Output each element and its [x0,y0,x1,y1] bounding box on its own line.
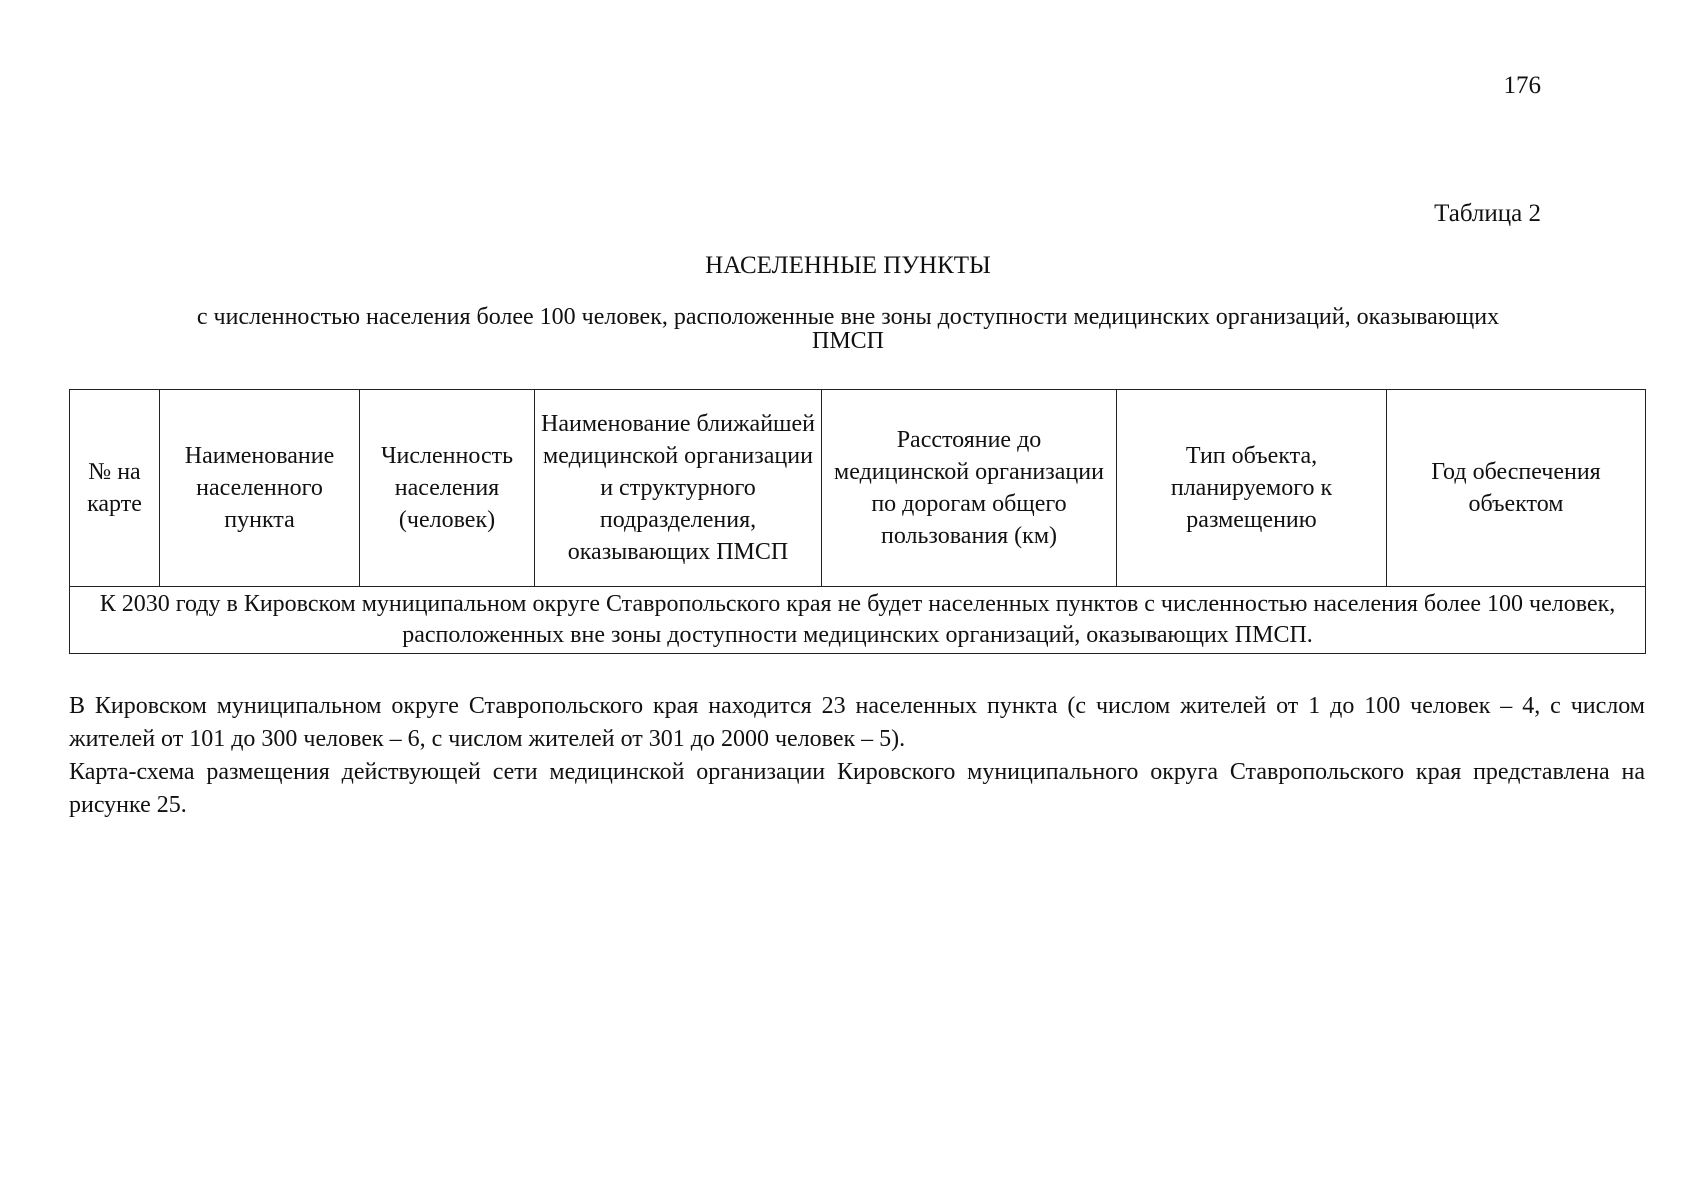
merged-note-cell: К 2030 году в Кировском муниципальном округе Ставропольского края не будет населенных пунктов с численностью населения более 100 человек, расположенных вне зоны доступности медицинских организаций, оказывающих ПМСП. [70,587,1646,654]
column-header-settlement-name: Наименование населенного пункта [160,390,360,587]
table-row [70,587,1646,654]
table-header-row [70,390,1646,587]
column-header-distance: Расстояние до медицинской организации по дорогам общего пользования (км) [822,390,1117,587]
column-header-population: Численность населения (человек) [360,390,535,587]
table-label: Таблица 2 [1434,200,1541,227]
table-title: НАСЕЛЕННЫЕ ПУНКТЫ [705,252,991,279]
paragraph: В Кировском муниципальном округе Ставропольского края находится 23 населенных пункта (с числом жителей от 1 до 100 человек – 4, с числом жителей от 101 до 300 человек – 6, с числом жителей от 301 до 2000 человек – 5). [69,693,1645,752]
paragraph: Карта-схема размещения действующей сети медицинской организации Кировского муниципального округа Ставропольского края представлена на рисунке 25. [69,759,1645,818]
page-number: 176 [1503,72,1541,99]
column-header-object-type: Тип объекта, планируемого к размещению [1117,390,1387,587]
column-header-nearest-organization: Наименование ближайшей медицинской организации и структурного подразделения, оказывающих ПМСП [535,390,822,587]
column-header-map-number: № на карте [70,390,160,587]
table-subtitle: с численностью населения более 100 человек, расположенные вне зоны доступности медицинских организаций, оказывающих ПМСП [196,304,1500,354]
column-header-year: Год обеспечения объектом [1387,390,1646,587]
body-text [69,690,1645,822]
settlements-table [69,389,1646,654]
